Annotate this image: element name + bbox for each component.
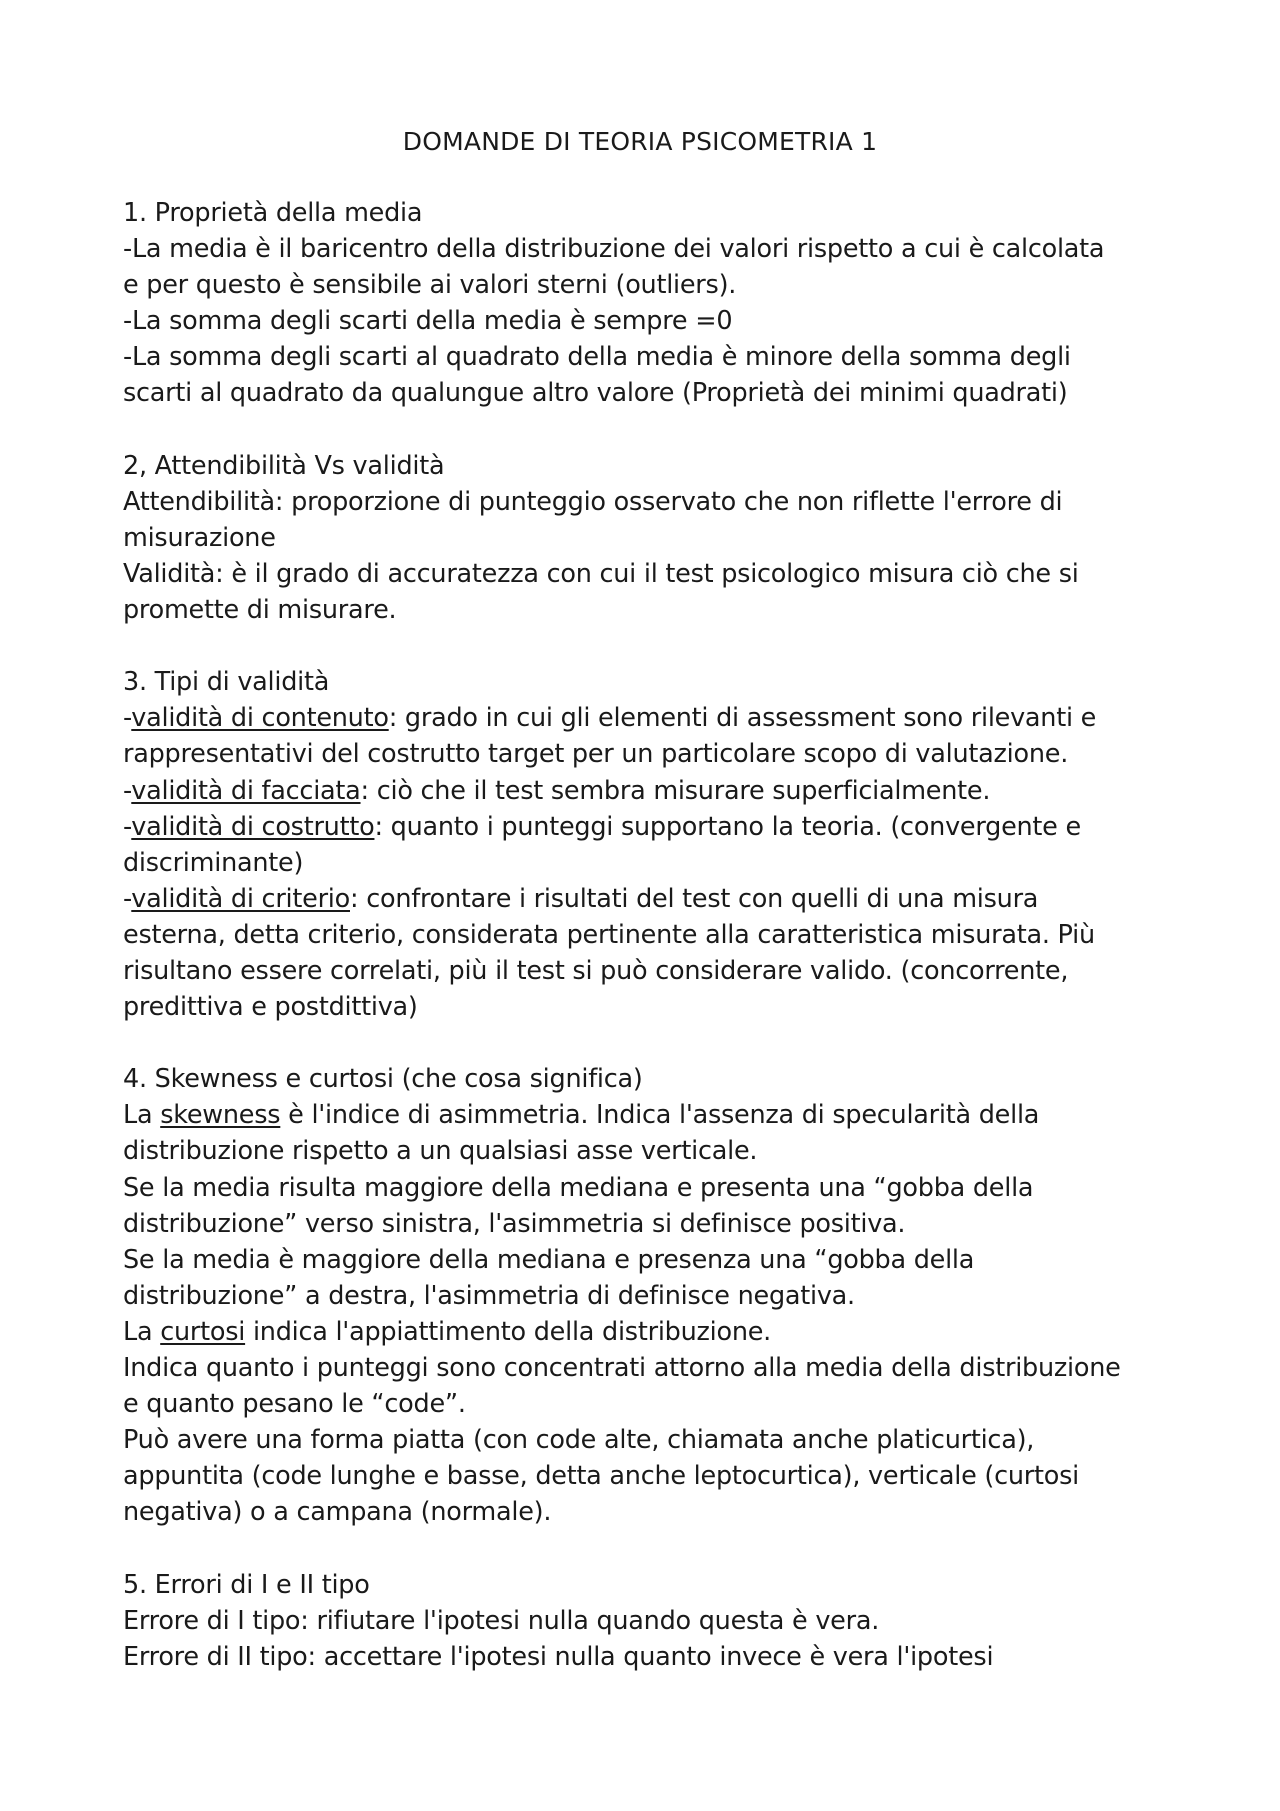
text-line: Errore di II tipo: accettare l'ipotesi nulla quanto invece è vera l'ipotesi bbox=[123, 1641, 994, 1672]
text-line: promette di misurare. bbox=[123, 595, 397, 626]
text-line: discriminante) bbox=[123, 847, 304, 878]
text-line: -La somma degli scarti della media è sempre =0 bbox=[123, 306, 733, 337]
section-media-properties bbox=[123, 195, 1203, 412]
text-line bbox=[123, 1314, 1203, 1350]
underlined-term: skewness bbox=[160, 1100, 281, 1131]
text-line: distribuzione” a destra, l'asimmetria di definisce negativa. bbox=[123, 1280, 855, 1311]
text-line: e quanto pesano le “code”. bbox=[123, 1389, 466, 1420]
line-rest: : quanto i punteggi supportano la teoria. (convergente e bbox=[374, 811, 1081, 842]
section-heading: 3. Tipi di validità bbox=[123, 667, 330, 698]
text-line: appuntita (code lunghe e basse, detta anche leptocurtica), verticale (curtosi bbox=[123, 1461, 1080, 1492]
text-line: distribuzione” verso sinistra, l'asimmetria si definisce positiva. bbox=[123, 1208, 906, 1239]
underlined-term: validità di costrutto bbox=[131, 811, 375, 842]
text-line: Attendibilità: proporzione di punteggio osservato che non riflette l'errore di bbox=[123, 486, 1063, 517]
text-line: -La somma degli scarti al quadrato della media è minore della somma degli bbox=[123, 342, 1071, 373]
line-rest: : ciò che il test sembra misurare superficialmente. bbox=[360, 775, 991, 806]
line-rest: è l'indice di asimmetria. Indica l'assenza di specularità della bbox=[280, 1100, 1040, 1131]
underlined-term: validità di contenuto bbox=[131, 703, 389, 734]
text-line: Se la media risulta maggiore della mediana e presenta una “gobba della bbox=[123, 1172, 1034, 1203]
line-prefix: - bbox=[123, 883, 132, 914]
text-line: misurazione bbox=[123, 522, 276, 553]
line-prefix: - bbox=[123, 775, 132, 806]
text-line bbox=[123, 700, 1203, 736]
line-prefix: La bbox=[123, 1100, 161, 1131]
text-line: esterna, detta criterio, considerata pertinente alla caratteristica misurata. Più bbox=[123, 919, 1095, 950]
line-rest: indica l'appiattimento della distribuzione. bbox=[245, 1316, 772, 1347]
text-line bbox=[123, 881, 1203, 917]
line-prefix: - bbox=[123, 703, 132, 734]
text-line bbox=[123, 1097, 1203, 1133]
section-validity-types bbox=[123, 664, 1203, 1025]
text-line bbox=[123, 773, 1203, 809]
section-skewness-kurtosis bbox=[123, 1061, 1203, 1530]
text-line: e per questo è sensibile ai valori sterni (outliers). bbox=[123, 270, 737, 301]
line-rest: : confrontare i risultati del test con quelli di una misura bbox=[350, 883, 1039, 914]
document-title: DOMANDE DI TEORIA PSICOMETRIA 1 bbox=[402, 127, 878, 156]
underlined-term: curtosi bbox=[160, 1316, 246, 1347]
line-prefix: La bbox=[123, 1316, 161, 1347]
text-line: -La media è il baricentro della distribuzione dei valori rispetto a cui è calcolata bbox=[123, 234, 1105, 265]
text-line: Se la media è maggiore della mediana e presenza una “gobba della bbox=[123, 1244, 975, 1275]
text-line: rappresentativi del costrutto target per un particolare scopo di valutazione. bbox=[123, 739, 1069, 770]
section-heading: 5. Errori di I e II tipo bbox=[123, 1569, 370, 1600]
text-line bbox=[123, 809, 1203, 845]
text-line: distribuzione rispetto a un qualsiasi asse verticale. bbox=[123, 1136, 758, 1167]
section-heading: 2, Attendibilità Vs validità bbox=[123, 450, 445, 481]
text-line: risultano essere correlati, più il test si può considerare valido. (concorrente, bbox=[123, 955, 1069, 986]
text-line: Errore di I tipo: rifiutare l'ipotesi nulla quando questa è vera. bbox=[123, 1605, 880, 1636]
text-line: Indica quanto i punteggi sono concentrati attorno alla media della distribuzione bbox=[123, 1353, 1121, 1383]
text-line: negativa) o a campana (normale). bbox=[123, 1497, 552, 1528]
text-line: Validità: è il grado di accuratezza con cui il test psicologico misura ciò che si bbox=[123, 558, 1079, 589]
text-line: Può avere una forma piatta (con code alte, chiamata anche platicurtica), bbox=[123, 1425, 1035, 1456]
paragraph-spacer bbox=[123, 628, 1203, 664]
underlined-term: validità di facciata bbox=[131, 775, 361, 806]
section-type-errors bbox=[123, 1567, 1203, 1675]
line-rest: : grado in cui gli elementi di assessment sono rilevanti e bbox=[388, 703, 1097, 734]
section-reliability-validity bbox=[123, 448, 1203, 628]
section-heading: 4. Skewness e curtosi (che cosa significa) bbox=[123, 1064, 643, 1095]
paragraph-spacer bbox=[123, 1025, 1203, 1061]
section-heading: 1. Proprietà della media bbox=[123, 198, 423, 228]
document-body bbox=[123, 195, 1203, 1675]
text-line: scarti al quadrato da qualungue altro valore (Proprietà dei minimi quadrati) bbox=[123, 378, 1068, 409]
line-prefix: - bbox=[123, 811, 132, 842]
underlined-term: validità di criterio bbox=[131, 883, 350, 914]
paragraph-spacer bbox=[123, 412, 1203, 448]
paragraph-spacer bbox=[123, 1530, 1203, 1566]
text-line: predittiva e postdittiva) bbox=[123, 992, 418, 1023]
